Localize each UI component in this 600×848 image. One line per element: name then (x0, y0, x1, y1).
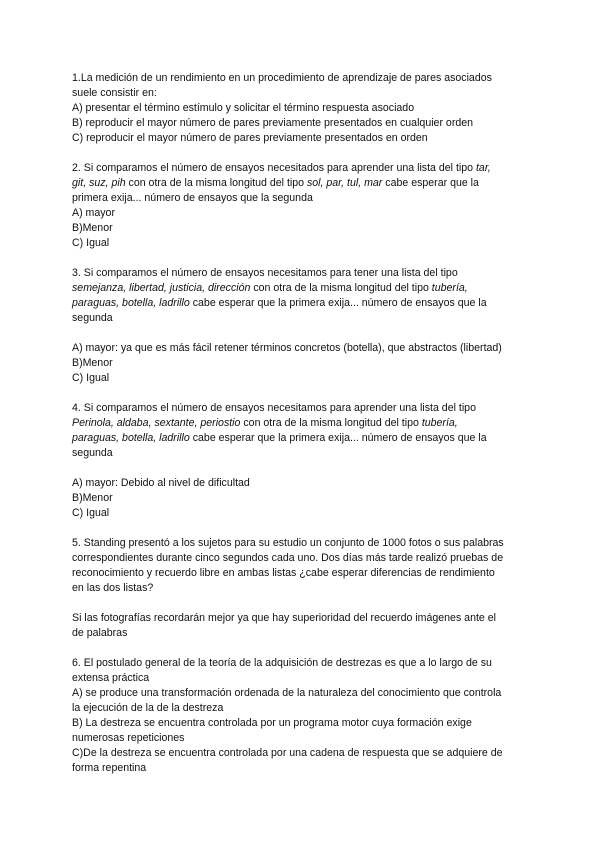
question-4-italic-words: paraguas, botella, ladrillo (72, 432, 190, 444)
question-2-stem-line-2 (72, 176, 532, 191)
question-6-stem-line-1: 6. El postulado general de la teoría de la adquisición de destrezas es que a lo largo de su (72, 657, 492, 669)
question-4-stem-text: con otra de la misma longitud del tipo (240, 417, 422, 429)
question-5-answer-line-2: de palabras (72, 627, 128, 639)
question-2-italic-words: git, suz, pih (72, 177, 126, 189)
question-4 (72, 401, 532, 521)
question-6-stem-line-2: extensa práctica (72, 672, 150, 684)
question-4-italic-words: tubería, (421, 417, 458, 429)
question-3-italic-words: semejanza, libertad, justicia, dirección (72, 282, 251, 294)
question-1-option-b: B) reproducir el mayor número de pares previamente presentados en cualquier orden (72, 117, 474, 129)
question-4-option-b: B)Menor (72, 492, 113, 504)
question-3-stem-line-3 (72, 296, 532, 311)
question-1 (72, 71, 532, 146)
question-2-stem-line-3: primera exija... número de ensayos que la segunda (72, 192, 313, 204)
question-2-option-a: A) mayor (72, 207, 115, 219)
question-5-stem-line-2: correspondientes durante cinco segundos cada uno. Dos días más tarde realizó pruebas de (72, 552, 504, 564)
question-5-stem-line-1: 5. Standing presentó a los sujetos para su estudio un conjunto de 1000 fotos o sus palabras (72, 537, 504, 549)
question-6-option-c-line-1: C)De la destreza se encuentra controlada por una cadena de respuesta que se adquiere de (72, 747, 503, 759)
question-3-italic-words: paraguas, botella, ladrillo (72, 297, 190, 309)
question-1-stem-line-2: suele consistir en: (72, 87, 157, 99)
question-3-stem-line-4: segunda (72, 312, 113, 324)
question-6-option-a-line-2: la ejecución de la de la destreza (72, 702, 224, 714)
question-4-option-a: A) mayor: Debido al nivel de dificultad (72, 477, 250, 489)
question-3-stem-line-2 (72, 281, 532, 296)
question-3-option-a: A) mayor: ya que es más fácil retener términos concretos (botella), que abstractos (libertad) (72, 342, 502, 354)
question-5 (72, 536, 532, 641)
question-2-stem-text: cabe esperar que la (382, 177, 479, 189)
question-3-stem-text: con otra de la misma longitud del tipo (250, 282, 432, 294)
spacer (72, 461, 532, 476)
question-6-option-c-line-2: forma repentina (72, 762, 147, 774)
question-5-stem-line-4: en las dos listas? (72, 582, 154, 594)
question-2-option-c: C) Igual (72, 237, 110, 249)
question-2-stem-text: 2. Si comparamos el número de ensayos necesitados para aprender una lista del tipo (72, 162, 476, 174)
question-4-stem-line-3 (72, 431, 532, 446)
question-5-stem-line-3: reconocimiento y recuerdo libre en ambas listas ¿cabe esperar diferencias de rendimiento (72, 567, 495, 579)
question-1-option-a: A) presentar el término estímulo y solicitar el término respuesta asociado (72, 102, 415, 114)
question-1-option-c: C) reproducir el mayor número de pares previamente presentados en orden (72, 132, 428, 144)
question-4-stem-line-4: segunda (72, 447, 113, 459)
question-4-stem-line-1: 4. Si comparamos el número de ensayos necesitamos para aprender una lista del tipo (72, 402, 476, 414)
question-3-stem-line-1: 3. Si comparamos el número de ensayos necesitamos para tener una lista del tipo (72, 267, 458, 279)
question-3 (72, 266, 532, 386)
question-4-option-c: C) Igual (72, 507, 110, 519)
question-4-italic-words: Perinola, aldaba, sextante, periostio (72, 417, 241, 429)
question-3-option-b: B)Menor (72, 357, 113, 369)
question-3-option-c: C) Igual (72, 372, 110, 384)
question-3-stem-text: cabe esperar que la primera exija... número de ensayos que la (189, 297, 487, 309)
question-2 (72, 161, 532, 251)
question-1-stem-line-1: 1.La medición de un rendimiento en un procedimiento de aprendizaje de pares asociados (72, 72, 492, 84)
question-4-stem-text: cabe esperar que la primera exija... número de ensayos que la (189, 432, 487, 444)
question-6 (72, 656, 532, 776)
question-2-stem-text: con otra de la misma longitud del tipo (125, 177, 307, 189)
question-6-option-a-line-1: A) se produce una transformación ordenada de la naturaleza del conocimiento que controla (72, 687, 502, 699)
question-2-italic-words: sol, par, tul, mar (306, 177, 383, 189)
spacer (72, 326, 532, 341)
question-2-stem-line-1 (72, 161, 532, 176)
question-5-answer-line-1: Si las fotografías recordarán mejor ya que hay superioridad del recuerdo imágenes ante el (72, 612, 496, 624)
question-6-option-b-line-2: numerosas repeticiones (72, 732, 185, 744)
spacer (72, 596, 532, 611)
question-2-option-b: B)Menor (72, 222, 113, 234)
question-3-italic-words: tubería, (431, 282, 468, 294)
question-6-option-b-line-1: B) La destreza se encuentra controlada por un programa motor cuya formación exige (72, 717, 472, 729)
document-page (72, 71, 532, 791)
question-4-stem-line-2 (72, 416, 532, 431)
question-2-italic-words: tar, (475, 162, 491, 174)
